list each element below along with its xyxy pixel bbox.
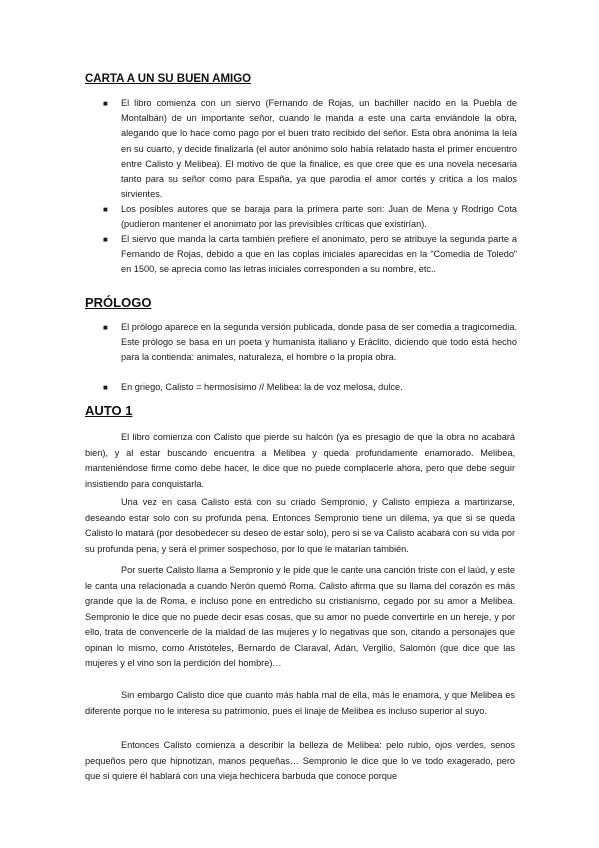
list-item-text: El prólogo aparece en la segunda versión publicada, donde pasa de ser comedia a tragicomedia. Este prólogo se basa en un poeta y humanista italiano y Eráclito, diciendo que todo está hecho para la contienda: animales, naturaleza, el hombre o la propia obra.	[121, 322, 517, 363]
body-paragraph: El libro comienza con Calisto que pierde su halcón (ya es presagio de que la obra no acabará bien), y al estar buscando encuentra a Melibea y queda profundamente enamorado. Melibea, manteniéndose firme como debe hacer, le dice que no puede complacerle ahora, pero que debe seguir insistiendo para conquistarla.	[85, 432, 515, 489]
list-item	[0, 320, 517, 380]
section-heading-carta: CARTA A UN SU BUEN AMIGO	[85, 73, 252, 85]
bullet-list-carta	[0, 96, 599, 278]
bullet-icon: ■	[103, 235, 108, 244]
body-paragraph: Una vez en casa Calisto está con su criado Sempronio, y Calisto empieza a martirizarse, deseando estar solo con su profunda pena. Entonces Sempronio tiene un dilema, ya que si se queda Calisto lo matará (por desobedecer su deseo de estar solo), pero si se va Calisto acabará con su vida por su profunda pena, y será el primer sospechoso, por lo que le matarían también.	[85, 497, 516, 554]
list-item	[0, 96, 517, 202]
list-item-text: El libro comienza con un siervo (Fernando de Rojas, un bachiller nacido en la Puebla de Montalbán) de un importante señor, cuando le manda a este una carta enviándole la obra, alegando que lo hace como pago por el buen trato recibido del señor. Esta obra anónima la leía en su cuarto, y decide finalizarla (el autor anónimo solo había relatado hasta el primer encuentro entre Calisto y Melibea). El motivo de que la finalice, es que cree que es una novela necesaria tanto para su señor como para España, ya que parodia el amor cortés y critica a los malos sirvientes.	[121, 98, 517, 200]
list-item-text: Los posibles autores que se baraja para la primera parte son: Juan de Mena y Rodrigo Cota (pudieron mantener el anonimato por las previsibles críticas que existirían).	[121, 204, 517, 230]
list-item	[0, 380, 517, 395]
list-item-text: El siervo que manda la carta también prefiere el anonimato, pero se atribuye la segunda parte a Fernando de Rojas, debido a que en las coplas iniciales aparecidas en la “Comedia de Toledo” en 1500, se aprecia como las letras iniciales corresponden a su nombre, etc..	[121, 234, 517, 275]
bullet-icon: ■	[103, 205, 108, 214]
section-heading-prologo: PRÓLOGO	[85, 295, 152, 310]
list-item	[0, 202, 517, 232]
body-paragraph: Entonces Calisto comienza a describir la belleza de Melibea: pelo rubio, ojos verdes, senos pequeños pero que hipnotizan, manos pequeñas… Sempronio le dice que lo ve todo exagerado, pero que si quiere él hablará con una vieja hechicera barbuda que conoce porque	[85, 740, 515, 781]
list-item-text: En griego, Calisto = hermosísimo // Melibea: la de voz melosa, dulce.	[121, 382, 403, 392]
body-paragraph: Por suerte Calisto llama a Sempronio y le pide que le cante una canción triste con el laúd, y este le canta una relacionada a cuando Nerón quemó Roma. Calisto afirma que su llama del corazón es más grande que la de Roma, e incluso pone en entredicho su cristianismo, cegado por su amor a Melibea. Sempronio le dice que no puede decir esas cosas, que su amor no puede convertirle en un hereje, y por ello, trata de convencerle de la maldad de las mujeres y lo negativas que son, citando a personajes que opinan lo mismo, como Aristóteles, Bernardo de Claraval, Adán, Vergilio, Salomón (que dice que las mujeres y el vino son la perdición del hombre)…	[85, 565, 515, 668]
body-paragraph: Sin embargo Calisto dice que cuanto más habla mal de ella, más le enamora, y que Melibea es diferente porque no le interesa su patrimonio, pues el linaje de Melibea es incluso superior al suyo.	[85, 690, 515, 716]
bullet-icon: ■	[103, 99, 108, 108]
bullet-icon: ■	[103, 323, 108, 332]
bullet-icon: ■	[103, 383, 108, 392]
section-heading-auto-1: AUTO 1	[85, 403, 133, 418]
list-item	[0, 232, 517, 278]
bullet-list-prologo	[0, 320, 599, 395]
